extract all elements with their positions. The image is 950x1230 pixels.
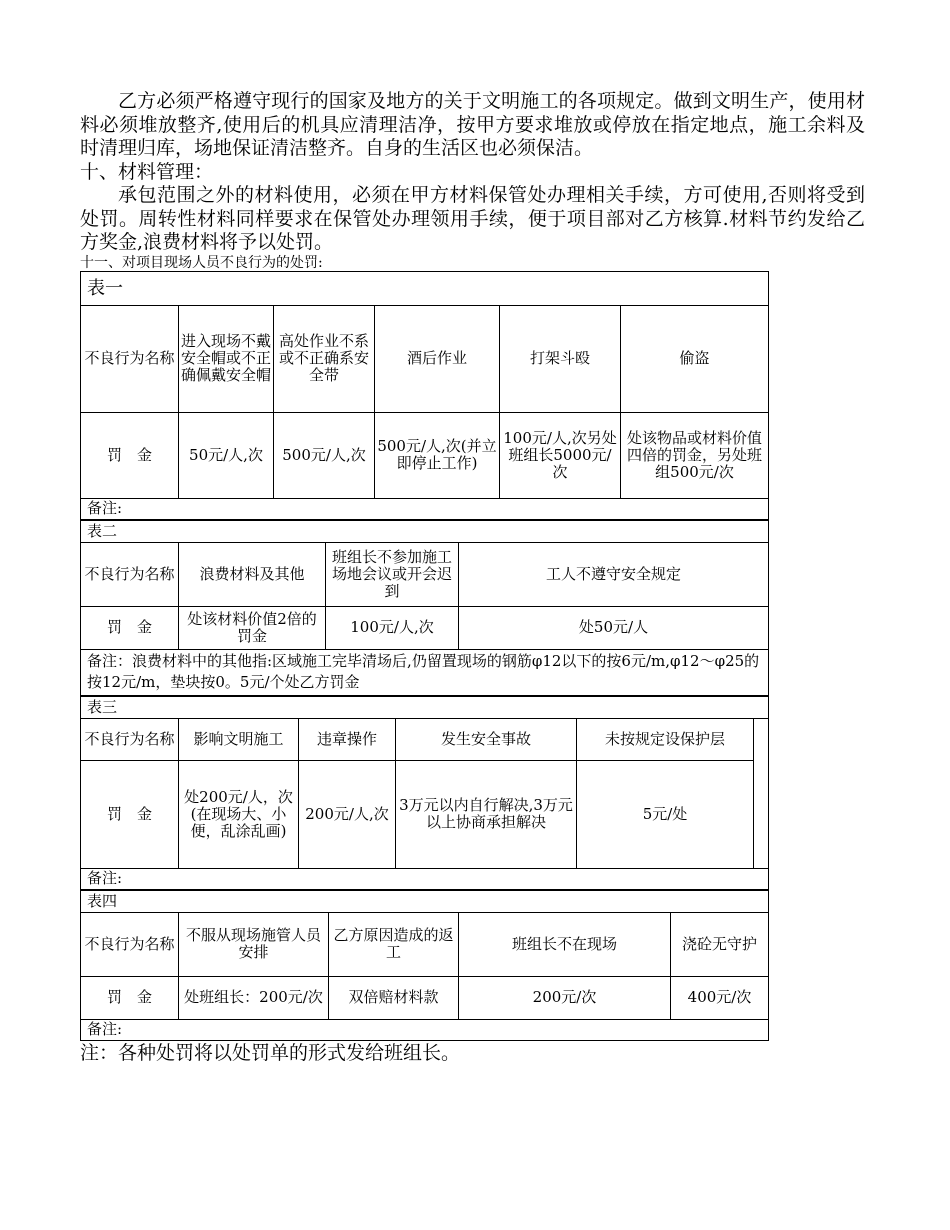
- behavior-row-label: 不良行为名称: [81, 912, 179, 976]
- fine-cell: 处50元/人: [459, 606, 769, 649]
- footer-note: 注：各种处罚将以处罚单的形式发给班组长。: [80, 1041, 461, 1064]
- table-2-title: 表二: [81, 520, 769, 542]
- civilized-construction-paragraph: 乙方必须严格遵守现行的国家及地方的关于文明施工的各项规定。做到文明生产，使用材料必须堆放整齐,使用后的机具应清理洁净，按甲方要求堆放或停放在指定地点，施工余料及时清理归库，场地保证清洁整齐。自身的生活区也必须保洁。: [80, 90, 865, 159]
- table-2-note: 备注：浪费材料中的其他指:区域施工完毕清场后,仍留置现场的钢筋φ12以下的按6元/m,φ12～φ25的按12元/m，垫块按0。5元/个处乙方罚金: [81, 649, 769, 695]
- penalty-table-4: [80, 890, 769, 1041]
- penalty-table-2: [80, 520, 769, 696]
- fine-row-label: 罚 金: [81, 976, 179, 1019]
- section-11-heading: 十一、对项目现场人员不良行为的处罚:: [80, 254, 323, 271]
- fine-cell: 500元/人,次: [274, 412, 375, 498]
- fine-row-label: 罚 金: [81, 606, 179, 649]
- behavior-cell: 班组长不在现场: [459, 912, 671, 976]
- penalty-table-1: [80, 271, 769, 520]
- fine-cell: 5元/处: [577, 760, 754, 868]
- penalty-table-3: [80, 696, 769, 890]
- behavior-cell: 浇砼无守护: [671, 912, 769, 976]
- behavior-cell: 工人不遵守安全规定: [459, 542, 769, 606]
- fine-row-label: 罚 金: [81, 412, 179, 498]
- fine-cell: 400元/次: [671, 976, 769, 1019]
- fine-row-label: 罚 金: [81, 760, 179, 868]
- table-1-note: 备注:: [81, 498, 769, 519]
- fine-cell: 处班组长：200元/次: [179, 976, 329, 1019]
- behavior-cell: 未按规定设保护层: [577, 718, 754, 760]
- behavior-cell: 乙方原因造成的返工: [329, 912, 459, 976]
- table-3-title: 表三: [81, 696, 769, 718]
- table-1-title: 表一: [81, 271, 769, 305]
- behavior-cell: 进入现场不戴安全帽或不正确佩戴安全帽: [179, 305, 274, 412]
- behavior-cell: 不服从现场施管人员安排: [179, 912, 329, 976]
- behavior-cell: 违章操作: [299, 718, 396, 760]
- fine-cell: 处该物品或材料价值四倍的罚金，另处班组500元/次: [621, 412, 769, 498]
- behavior-row-label: 不良行为名称: [81, 305, 179, 412]
- fine-cell: 处该材料价值2倍的罚金: [179, 606, 326, 649]
- behavior-cell: 打架斗殴: [500, 305, 621, 412]
- fine-cell: 200元/人,次: [299, 760, 396, 868]
- fine-cell: 50元/人,次: [179, 412, 274, 498]
- table-4-note: 备注:: [81, 1019, 769, 1040]
- fine-cell: 处200元/人，次(在现场大、小便，乱涂乱画): [179, 760, 299, 868]
- behavior-cell: 班组长不参加施工场地会议或开会迟到: [326, 542, 459, 606]
- table-3-note: 备注:: [81, 868, 769, 889]
- behavior-row-label: 不良行为名称: [81, 542, 179, 606]
- behavior-cell: 偷盗: [621, 305, 769, 412]
- behavior-cell: 高处作业不系或不正确系安全带: [274, 305, 375, 412]
- fine-cell: 500元/人,次(并立即停止工作): [375, 412, 500, 498]
- document-page: [80, 90, 865, 1065]
- behavior-cell: 酒后作业: [375, 305, 500, 412]
- behavior-cell: 影响文明施工: [179, 718, 299, 760]
- table-4-title: 表四: [81, 890, 769, 912]
- behavior-cell: 发生安全事故: [396, 718, 577, 760]
- fine-cell: 3万元以内自行解决,3万元以上协商承担解决: [396, 760, 577, 868]
- fine-cell: 双倍赔材料款: [329, 976, 459, 1019]
- fine-cell: 200元/次: [459, 976, 671, 1019]
- section-10-heading: 十、材料管理：: [80, 160, 214, 183]
- material-management-paragraph: 承包范围之外的材料使用，必须在甲方材料保管处办理相关手续，方可使用,否则将受到处罚。周转性材料同样要求在保管处办理领用手续，便于项目部对乙方核算.材料节约发给乙方奖金,浪费材料将予以处罚。: [80, 184, 865, 253]
- fine-cell: 100元/人,次另处班组长5000元/次: [500, 412, 621, 498]
- behavior-cell: 浪费材料及其他: [179, 542, 326, 606]
- behavior-row-label: 不良行为名称: [81, 718, 179, 760]
- fine-cell: 100元/人,次: [326, 606, 459, 649]
- empty-cell: [754, 718, 769, 868]
